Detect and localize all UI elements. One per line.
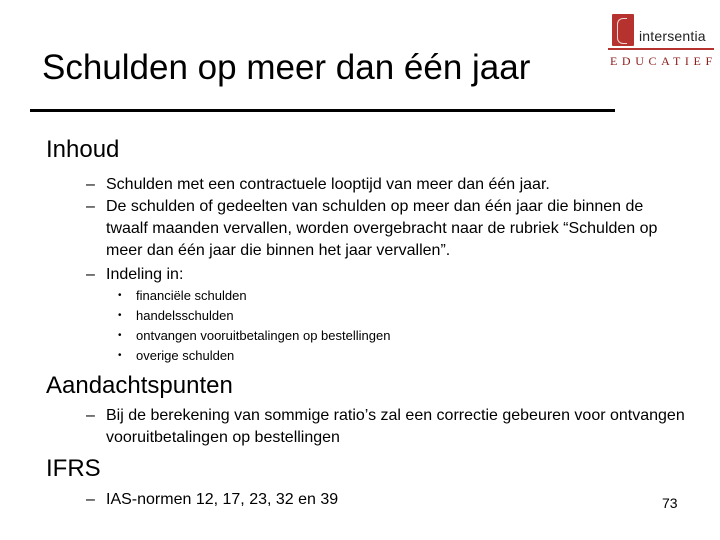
sub-list-item (118, 346, 234, 366)
list-item (86, 196, 671, 262)
list-dash: – (86, 198, 95, 215)
list-item-text: Schulden met een contractuele looptijd van meer dan één jaar. (106, 176, 550, 193)
list-item (86, 405, 686, 449)
list-dash: – (86, 266, 95, 283)
logo-name: intersentia (639, 28, 706, 44)
sub-list-item-text: ontvangen vooruitbetalingen op bestellingen (136, 328, 391, 343)
list-dash: – (86, 176, 95, 193)
page-number: 73 (662, 495, 678, 511)
bullet-icon: • (118, 310, 122, 321)
logo-divider (608, 48, 714, 50)
list-item-text: IAS-normen 12, 17, 23, 32 en 39 (106, 491, 339, 508)
bullet-icon: • (118, 290, 122, 301)
list-item-text: Bij de berekening van sommige ratio’s zal een correctie gebeuren voor ontvangen vooruitbetalingen op bestellingen (106, 407, 685, 446)
sub-list-item-text: handelsschulden (136, 308, 234, 323)
section-heading-inhoud: Inhoud (46, 136, 120, 163)
logo-subtitle: EDUCATIEF (610, 54, 717, 68)
bullet-icon: • (118, 350, 122, 361)
list-item-text: De schulden of gedeelten van schulden op meer dan één jaar die binnen de twaalf maanden vervallen, worden overgebracht naar de rubriek “Schulden op meer dan één jaar die binnen het jaar vervallen”. (106, 198, 658, 259)
logo-mark-icon (612, 14, 634, 46)
list-item-text: Indeling in: (106, 266, 184, 283)
sub-list-item-text: financiële schulden (136, 288, 247, 303)
list-dash: – (86, 407, 95, 424)
intersentia-logo (608, 8, 717, 68)
bullet-icon: • (118, 330, 122, 341)
sub-list-item (118, 286, 247, 306)
list-dash: – (86, 491, 95, 508)
sub-list-item-text: overige schulden (136, 348, 235, 363)
list-item (86, 174, 686, 196)
section-heading-aandachtspunten: Aandachtspunten (46, 372, 233, 399)
title-underline (30, 109, 615, 112)
sub-list-item (118, 306, 234, 326)
section-heading-ifrs: IFRS (46, 455, 101, 482)
list-item (86, 489, 686, 511)
sub-list-item (118, 326, 390, 346)
list-item (86, 264, 686, 286)
slide-title: Schulden op meer dan één jaar (42, 48, 531, 87)
